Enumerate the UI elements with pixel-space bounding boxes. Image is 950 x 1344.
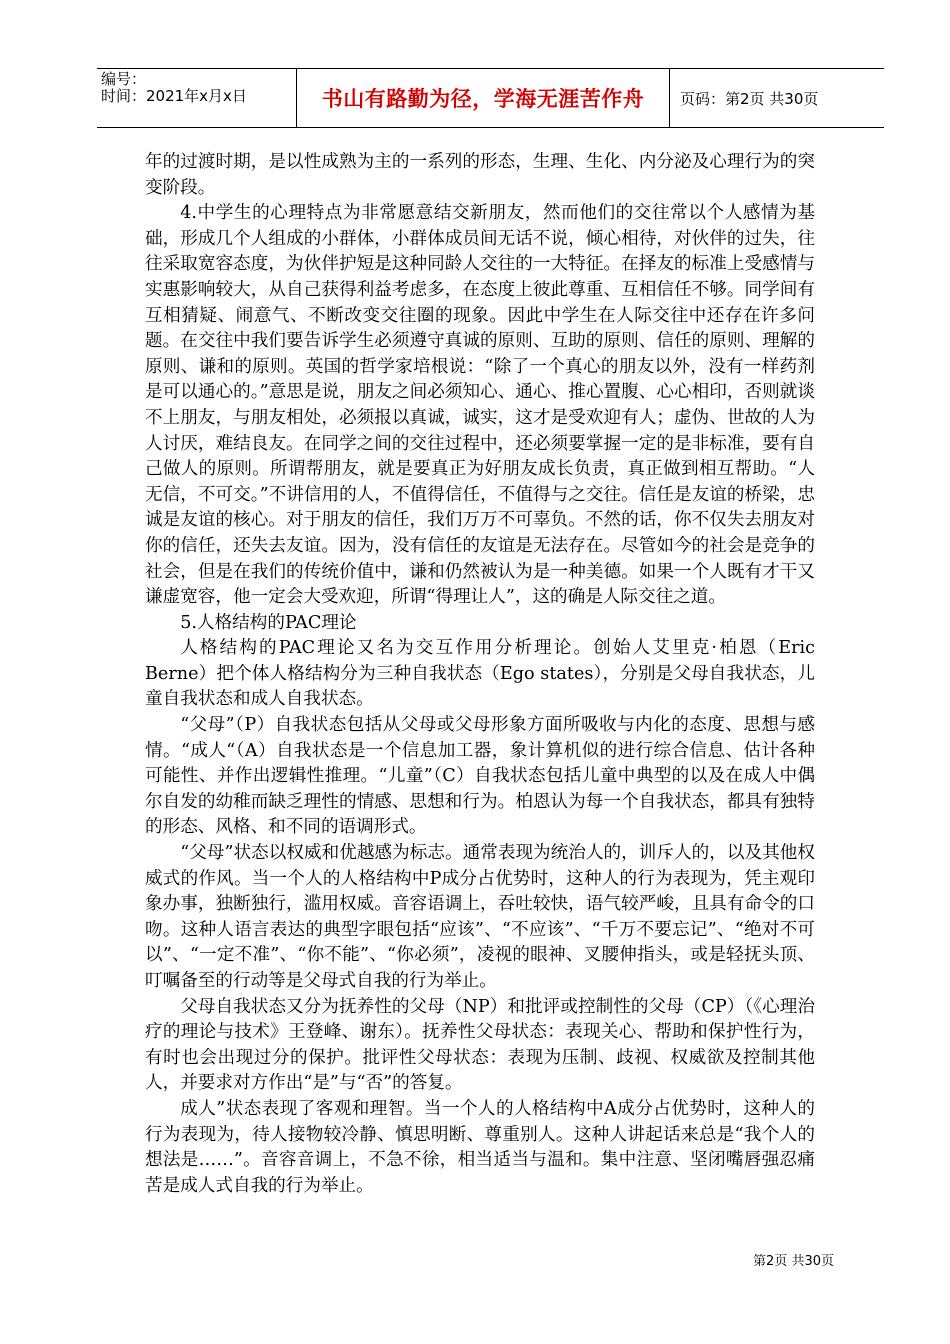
- document-number-label: 编号：: [101, 70, 147, 88]
- header-page-label: 页码：第2页 共30页: [680, 89, 819, 108]
- section-heading-pac: 5.人格结构的PAC理论: [180, 612, 357, 633]
- header-motto-cell: [297, 69, 670, 127]
- paragraph-parent-state: “父母”状态以权威和优越感为标志。通常表现为统治人的，训斥人的，以及其他权威式的作风。当一个人的人格结构中P成分占优势时，这种人的行为表现为，凭主观印象办事，独断独行，滥用权威。音容语调上，吞吐较快，语气较严峻，且具有命令的口吻。这种人语言表达的典型字眼包括“应该”、“不应该”、“千万不要忘记”、“绝对不可以”、“一定不准”、“你不能”、“你必须”，凌视的眼神、叉腰伸指头，或是轻抚头顶、叮嘱备至的行动等是父母式自我的行为举止。: [145, 843, 815, 991]
- paragraph-pac-states: “父母”（P）自我状态包括从父母或父母形象方面所吸收与内化的态度、思想与感情。“成人“（A）自我状态是一个信息加工器，象计算机似的进行综合信息、估计各种可能性、并作出逻辑性推理。“儿童”（C）自我状态包括儿童中典型的以及在成人中偶尔自发的幼稚而缺乏理性的情感、思想和行为。柏恩认为每一个自我状态，都具有独特的形态、风格、和不同的语调形式。: [145, 715, 815, 838]
- paragraph-continuation: 年的过渡时期，是以性成熟为主的一系列的形态，生理、生化、内分泌及心理行为的突变阶段。: [145, 152, 815, 198]
- header-motto: 书山有路勤为径，学海无涯苦作舟: [321, 87, 645, 111]
- paragraph-point-4: 4.中学生的心理特点为非常愿意结交新朋友，然而他们的交往常以个人感情为基础，形成几个人组成的小群体，小群体成员间无话不说，倾心相待，对伙伴的过失，往往采取宽容态度，为伙伴护短是这种同龄人交往的一大特征。在择友的标准上受感情与实惠影响较大，从自己获得利益考虑多，在态度上彼此尊重、互相信任不够。同学间有互相猜疑、闹意气、不断改变交往圈的现象。因此中学生在人际交往中还存在许多问题。在交往中我们要告诉学生必须遵守真诚的原则、互助的原则、信任的原则、理解的原则、谦和的原则。英国的哲学家培根说：“除了一个真心的朋友以外，没有一样药剂是可以通心的。”意思是说，朋友之间必须知心、通心、推心置腹、心心相印，否则就谈不上朋友，与朋友相处，必须报以真诚，诚实，这才是受欢迎有人；虚伪、世故的人为人讨厌，难结良友。在同学之间的交往过程中，还必须要掌握一定的是非标准，要有自己做人的原则。所谓帮朋友，就是要真正为好朋友成长负责，真正做到相互帮助。“人无信，不可交。”不讲信用的人，不值得信任，不值得与之交往。信任是友谊的桥梁，忠诚是友谊的核心。对于朋友的信任，我们万万不可辜负。不然的话，你不仅失去朋友对你的信任，还失去友谊。因为，没有信任的友谊是无法存在。尽管如今的社会是竞争的社会，但是在我们的传统价值中，谦和仍然被认为是一种美德。如果一个人既有才干又谦虚宽容，他一定会大受欢迎，所谓“得理让人”，这的确是人际交往之道。: [145, 203, 815, 608]
- header-page-cell: [670, 69, 884, 127]
- paragraph-adult-state: 成人”状态表现了客观和理智。当一个人的人格结构中A成分占优势时，这种人的行为表现为，待人接物较冷静、慎思明断、尊重别人。这种人讲起话来总是“我个人的想法是……”。音容音调上，不急不徐，相当适当与温和。集中注意、坚闭嘴唇强忍痛苦是成人式自我的行为举止。: [145, 1098, 815, 1196]
- document-time-label: 时间：2021年x月x日: [101, 87, 247, 105]
- footer-page-number: 第2页 共30页: [753, 1254, 834, 1269]
- paragraph-pac-intro: 人格结构的PAC理论又名为交互作用分析理论。创始人艾里克·柏恩（Eric Berne）把个体人格结构分为三种自我状态（Ego states），分别是父母自我状态，儿童自我状态和成人自我状态。: [145, 638, 815, 710]
- header-meta-cell: [97, 69, 297, 127]
- page-header: [97, 68, 884, 128]
- document-body: [145, 150, 815, 1199]
- paragraph-parent-subtypes: 父母自我状态又分为抚养性的父母（NP）和批评或控制性的父母（CP）（《心理治疗的理论与技术》王登峰、谢东）。抚养性父母状态：表现关心、帮助和保护性行为，有时也会出现过分的保护。批评性父母状态：表现为压制、歧视、权威欲及控制其他人，并要求对方作出“是”与“否”的答复。: [145, 996, 815, 1094]
